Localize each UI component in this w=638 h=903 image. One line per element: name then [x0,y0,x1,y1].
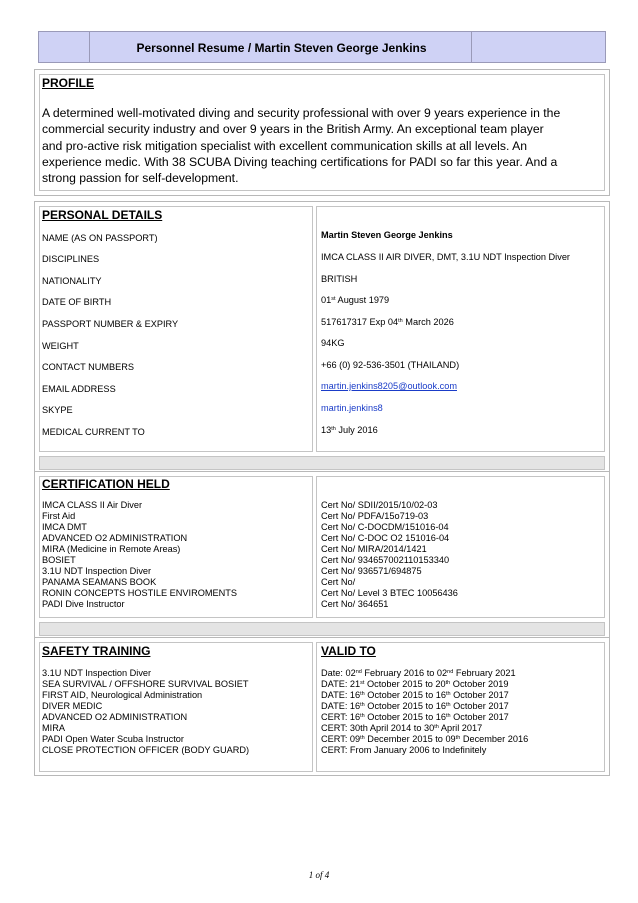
valid-part: October 2015 to 16 [364,701,446,711]
valid-part: DATE: 16 [321,701,361,711]
section-divider-bar [39,622,605,636]
email-link[interactable]: martin.jenkins8205@outlook.com [321,381,457,391]
safety-training-heading: SAFETY TRAINING [42,644,151,658]
valid-part: CERT: 30th April 2014 to 30 [321,723,435,733]
value-dob [321,295,389,305]
medical-rest: July 2016 [335,425,378,435]
valid-part: Date: 02 [321,668,356,678]
value-weight: 94KG [321,338,345,348]
profile-line: experience medic. With 38 SCUBA Diving teaching certifications for PADI so far this year. And a [42,154,558,169]
valid-part: October 2015 to 20 [364,679,446,689]
value-name: Martin Steven George Jenkins [321,230,453,240]
label-nationality: NATIONALITY [42,276,102,286]
valid-part: December 2015 to 09 [364,734,456,744]
safety-item: PADI Open Water Scuba Instructor [42,734,184,744]
certification-item: RONIN CONCEPTS HOSTILE ENVIROMENTS [42,588,238,598]
valid-row [321,745,528,756]
valid-suffix: th [445,680,451,686]
label-weight: WEIGHT [42,341,79,351]
valid-suffix: th [455,735,461,741]
value-medical [321,425,378,435]
section-divider-bar [39,456,605,470]
valid-part: October 2017 [450,701,509,711]
value-disciplines: IMCA CLASS II AIR DIVER, DMT, 3.1U NDT Inspection Diver [321,252,570,262]
header-left-cell [39,32,90,62]
certification-item: MIRA (Medicine in Remote Areas) [42,544,181,554]
passport-number: 517617317 Exp 04 [321,317,399,327]
certification-item: BOSIET [42,555,76,565]
valid-part: DATE: 21 [321,679,361,689]
cert-number: Cert No/ 364651 [321,599,389,609]
valid-suffix: st [360,680,365,686]
safety-item: ADVANCED O2 ADMINISTRATION [42,712,188,722]
certification-item: IMCA DMT [42,522,87,532]
valid-row [321,701,528,712]
profile-line: commercial security industry and over 9 years in the British Army. An exceptional team player [42,122,544,137]
certification-item: First Aid [42,511,76,521]
dob-rest: August 1979 [335,295,390,305]
valid-suffix: nd [447,669,454,675]
valid-row [321,679,528,690]
passport-expiry: March 2026 [402,317,454,327]
dob-suffix: st [331,296,336,302]
page-number: 1 of 4 [308,870,330,880]
valid-part: October 2019 [450,679,509,689]
safety-item: 3.1U NDT Inspection Diver [42,668,152,678]
valid-to-heading: VALID TO [321,644,376,658]
valid-suffix: th [445,691,451,697]
passport-suffix: th [398,318,403,324]
cert-number: Cert No/ C-DOCDM/151016-04 [321,522,449,532]
valid-suffix: th [360,702,365,708]
valid-part: CERT: 16 [321,712,361,722]
label-dob: DATE OF BIRTH [42,297,112,307]
safety-item: CLOSE PROTECTION OFFICER (BODY GUARD) [42,745,250,755]
valid-row [321,734,528,745]
valid-suffix: nd [355,669,362,675]
safety-item: DIVER MEDIC [42,701,103,711]
profile-line: A determined well-motivated diving and security professional with over 9 years experience in the [42,106,561,120]
valid-row [321,668,528,679]
certification-heading: CERTIFICATION HELD [42,477,170,491]
cert-number: Cert No/ PDFA/15o719-03 [321,511,429,521]
valid-part: CERT: From January 2006 to Indefinitely [321,745,487,755]
certification-item: ADVANCED O2 ADMINISTRATION [42,533,188,543]
valid-part: October 2015 to 16 [364,690,446,700]
valid-to-list [321,668,528,756]
valid-part: April 2017 [438,723,483,733]
cert-number: Cert No/ 934657002110153340 [321,555,450,565]
resume-header [38,31,606,63]
valid-part: February 2021 [453,668,516,678]
valid-part: CERT: 09 [321,734,361,744]
profile-line: strong passion for self-development. [42,171,239,186]
medical-day: 13 [321,425,332,435]
label-passport: PASSPORT NUMBER & EXPIRY [42,319,179,329]
certification-item: IMCA CLASS II Air Diver [42,500,143,510]
label-disciplines: DISCIPLINES [42,254,100,264]
medical-suffix: th [331,426,336,432]
certification-item: PANAMA SEAMANS BOOK [42,577,157,587]
cert-number: Cert No/ [321,577,356,587]
label-email: EMAIL ADDRESS [42,384,116,394]
profile-line: and pro-active risk mitigation specialist with excellent communication skills at all levels. An [42,138,527,153]
dob-day: 01 [321,295,332,305]
label-medical: MEDICAL CURRENT TO [42,427,145,437]
certification-item: PADI Dive Instructor [42,599,125,609]
resume-title: Personnel Resume / Martin Steven George Jenkins [136,41,427,55]
cert-number: Cert No/ MIRA/2014/1421 [321,544,427,554]
profile-heading: PROFILE [42,76,95,90]
value-nationality: BRITISH [321,274,358,284]
valid-row [321,712,528,723]
safety-training-list [42,668,249,756]
label-contact: CONTACT NUMBERS [42,362,135,372]
valid-part: December 2016 [460,734,529,744]
cert-number: Cert No/ SDII/2015/10/02-03 [321,500,438,510]
label-skype: SKYPE [42,405,73,415]
valid-suffix: th [445,702,451,708]
label-name: NAME (AS ON PASSPORT) [42,233,158,243]
cert-number: Cert No/ Level 3 BTEC 10056436 [321,588,458,598]
valid-suffix: th [360,713,365,719]
safety-item: SEA SURVIVAL / OFFSHORE SURVIVAL BOSIET [42,679,249,689]
valid-suffix: th [434,724,439,730]
safety-item: FIRST AID, Neurological Administration [42,690,203,700]
valid-suffix: th [445,713,451,719]
valid-row [321,723,528,734]
safety-item: MIRA [42,723,65,733]
valid-row [321,690,528,701]
valid-suffix: th [360,691,365,697]
value-passport [321,317,454,327]
personal-details-heading: PERSONAL DETAILS [42,208,163,222]
header-right-cell [471,32,605,62]
value-contact: +66 (0) 92-536-3501 (THAILAND) [321,360,460,370]
valid-part: October 2015 to 16 [364,712,446,722]
cert-number: Cert No/ C-DOC O2 151016-04 [321,533,450,543]
valid-part: October 2017 [450,690,509,700]
valid-part: DATE: 16 [321,690,361,700]
certification-list [42,500,237,610]
cert-number: Cert No/ 936571/694875 [321,566,422,576]
valid-suffix: th [360,735,365,741]
personal-right-cell [316,206,605,452]
profile-text [42,105,602,186]
cert-number-list [321,500,458,610]
valid-part: October 2017 [450,712,509,722]
valid-part: February 2016 to 02 [361,668,448,678]
skype-link[interactable]: martin.jenkins8 [321,403,383,413]
certification-item: 3.1U NDT Inspection Diver [42,566,152,576]
